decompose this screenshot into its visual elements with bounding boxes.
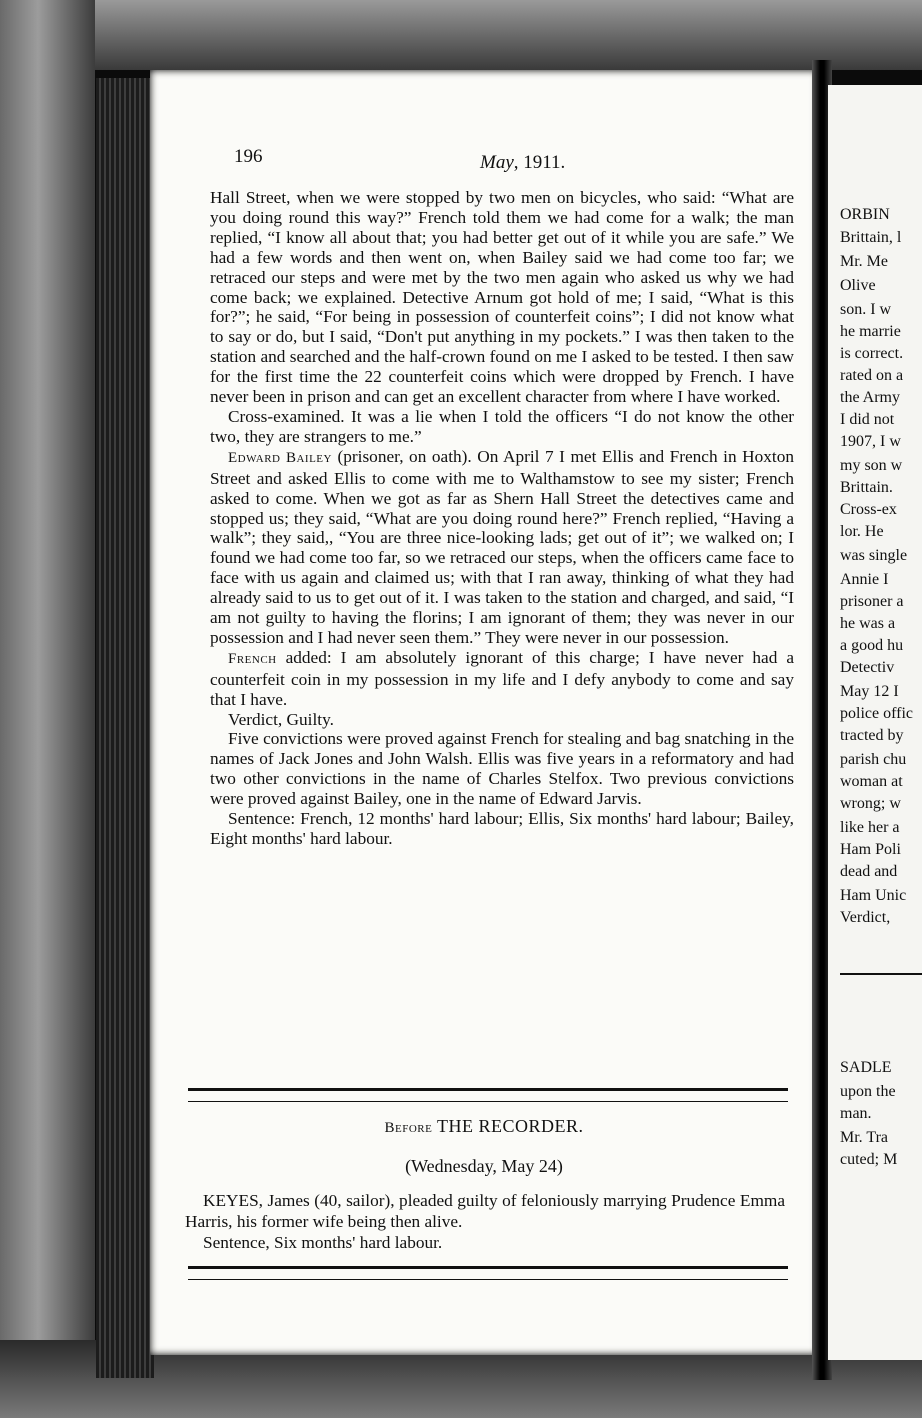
bottom-divider xyxy=(188,1266,788,1280)
running-head xyxy=(480,152,565,174)
scan-background-left xyxy=(0,0,95,1418)
right-page-line: like her a xyxy=(840,819,900,836)
right-page-line: dead and xyxy=(840,863,898,880)
paragraph xyxy=(210,648,794,710)
right-page-line: SADLE xyxy=(840,1059,892,1076)
right-page-line: 1907, I w xyxy=(840,433,901,450)
right-page-line: May 12 I xyxy=(840,683,899,700)
running-head-month: May xyxy=(480,152,514,173)
case-text xyxy=(185,1190,785,1253)
paragraph: KEYES, James (40, sailor), pleaded guilty of feloniously marrying Prudence Emma Harris, his former wife being then alive. xyxy=(185,1191,785,1231)
sentence: Sentence, Six months' hard labour. xyxy=(203,1233,443,1252)
book-page-edges xyxy=(96,78,154,1378)
right-page-line: Olive xyxy=(840,277,876,294)
right-page-line: cuted; M xyxy=(840,1151,898,1168)
right-page-line: Annie I xyxy=(840,571,889,588)
right-page-line: Ham Poli xyxy=(840,841,901,858)
paragraph: Hall Street, when we were stopped by two men on bicycles, who said: “What are you doing round this way?” French told them we had come for a walk; the man replied, “I know all about that; you had better get out of it while you are safe.” We had a few words and then went on, when Bailey said we had come too far; we retraced our steps and were met by the two men again who asked us why we had come back; we explained. Detective Arnum got hold of me; I said, “What is this for?”; he said, “For being in possession of counterfeit coins”; I did not know what to say or do, but I said, “Don't put anything in my pockets.” I was then taken to the station and searched and the half-crown found on me I asked to be tested. I then saw for the first time the 22 counterfeit coins which were dropped by French. I have never been in prison and can get an excellent character from where I have worked. xyxy=(210,188,794,407)
section-title-main: THE RECORDER. xyxy=(432,1116,584,1136)
right-page-line: Brittain, l xyxy=(840,229,902,246)
right-page-line: tracted by xyxy=(840,727,904,744)
right-page-line: is correct. xyxy=(840,345,904,362)
paragraph xyxy=(210,447,794,648)
right-page-line: a good hu xyxy=(840,637,904,654)
running-head-year: , 1911. xyxy=(513,152,566,173)
right-page-line: parish chu xyxy=(840,751,907,768)
right-page-line: Brittain. xyxy=(840,479,893,496)
right-page-line: son. I w xyxy=(840,301,892,318)
right-page-line: he was a xyxy=(840,615,896,632)
paragraph-text: (prisoner, on oath). On April 7 I met Ellis and French in Hoxton Street and asked Ellis to come with me to Walthamstow to see my sister; French asked to come. When we got as far as Shern Hall Street the detectives came and stopped us; they said, “What are you doing round here?” French replied, “Having a walk”; they said,, “You are three nice-looking lads; get out of it”; we walked on; I found we had come too far, so we retraced our steps, when the officers came face to face with us again and claimed us; with that I ran away, thinking of what they had already said to us to get out of it. I was taken to the station and charged, and said, “I am not guilty to having the florins; I am ignorant of them; they was never in our possession and I had never seen them.” They were never in our possession. xyxy=(210,446,794,647)
left-page xyxy=(150,70,818,1355)
right-page-line: he marrie xyxy=(840,323,901,340)
right-page-line: Mr. Me xyxy=(840,253,888,270)
right-page-line: prisoner a xyxy=(840,593,904,610)
right-page-fragment xyxy=(828,85,922,1360)
section-divider xyxy=(188,1088,788,1102)
right-page-line: Ham Unic xyxy=(840,887,907,904)
right-page-line: Verdict, xyxy=(840,909,891,926)
paragraph-text: added: I am absolutely ignorant of this charge; I have never had a counterfeit coin in my possession in my life and I defy anybody to come and say that I have. xyxy=(210,647,794,709)
right-page-line: lor. He xyxy=(840,523,884,540)
section-date: (Wednesday, May 24) xyxy=(405,1156,563,1176)
trial-text xyxy=(210,188,794,849)
right-page-line: Mr. Tra xyxy=(840,1129,889,1146)
verdict: Verdict, Guilty. xyxy=(228,709,334,729)
sentence: Sentence: French, 12 months' hard labour; Ellis, Six months' hard labour; Bailey, Eight months' hard labour. xyxy=(210,809,794,848)
section-title-prefix: Before xyxy=(384,1120,433,1136)
right-page-line: Detectiv xyxy=(840,659,895,676)
right-page-line: Cross-ex xyxy=(840,501,897,518)
right-page-line: I did not xyxy=(840,411,895,428)
right-page-line: man. xyxy=(840,1105,872,1122)
right-page-line: ORBIN xyxy=(840,206,890,223)
right-page-line: police offic xyxy=(840,705,914,722)
scan-background-top xyxy=(0,0,922,70)
witness-name: French xyxy=(228,650,277,667)
witness-name: Edward Bailey xyxy=(228,449,332,466)
right-page-divider xyxy=(840,973,922,975)
right-page-line: upon the xyxy=(840,1083,896,1100)
right-page-line: woman at xyxy=(840,773,903,790)
right-page-line: my son w xyxy=(840,457,903,474)
paragraph: Five convictions were proved against French for stealing and bag snatching in the names of Jack Jones and John Walsh. Ellis was five years in a reformatory and had two other convictions in the name of Charles Stelfox. Two previous convictions were proved against Bailey, one in the name of Edward Jarvis. xyxy=(210,729,794,809)
right-page-line: rated on a xyxy=(840,367,904,384)
section-title xyxy=(150,1116,818,1137)
right-page-line: the Army xyxy=(840,389,900,406)
paragraph: Cross-examined. It was a lie when I told the officers “I do not know the other two, they are strangers to me.” xyxy=(210,406,794,446)
right-page-line: wrong; w xyxy=(840,795,901,812)
page-number: 196 xyxy=(234,146,263,167)
right-page-line: was single xyxy=(840,547,908,564)
